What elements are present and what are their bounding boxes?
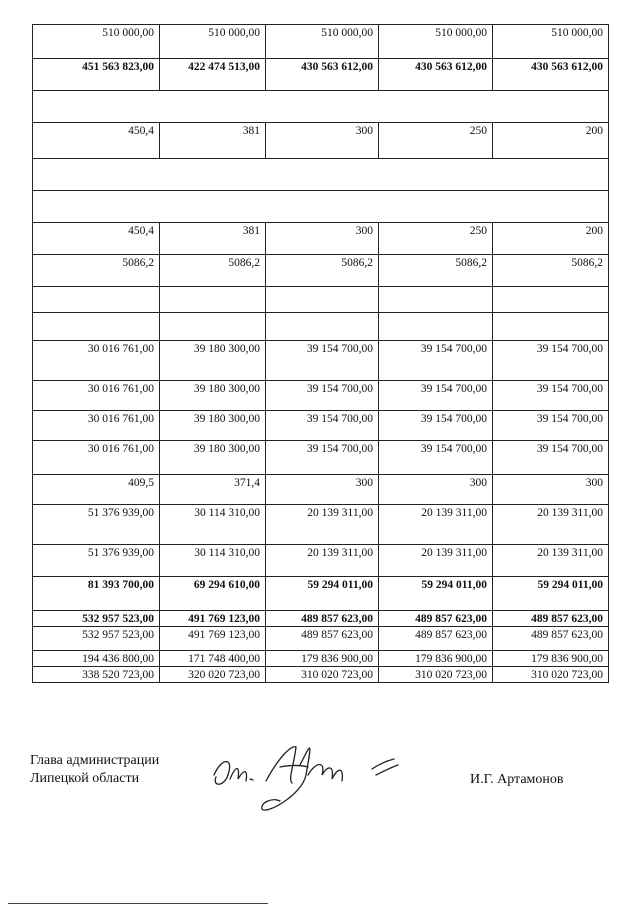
table-row: [33, 91, 609, 123]
table-cell: 338 520 723,00: [33, 667, 160, 683]
table-cell: 39 154 700,00: [266, 381, 379, 411]
handwritten-signature: [200, 735, 410, 825]
table-cell: 422 474 513,00: [160, 59, 266, 91]
table-cell: [33, 287, 160, 313]
table-cell: 39 154 700,00: [379, 441, 493, 475]
table-cell: 39 154 700,00: [493, 341, 609, 381]
table-cell: 20 139 311,00: [493, 505, 609, 545]
table-cell: 39 180 300,00: [160, 411, 266, 441]
table-cell: 30 114 310,00: [160, 545, 266, 577]
table-cell: [160, 313, 266, 341]
table-cell: 51 376 939,00: [33, 545, 160, 577]
table-cell: 30 016 761,00: [33, 381, 160, 411]
table-cell: 51 376 939,00: [33, 505, 160, 545]
table-row: [33, 341, 609, 381]
table-cell: 5086,2: [160, 255, 266, 287]
table-cell: [493, 313, 609, 341]
table-cell: 250: [379, 123, 493, 159]
page-divider: [8, 903, 268, 904]
signatory-title: [30, 752, 159, 788]
table-cell: 300: [379, 475, 493, 505]
table-cell: 39 154 700,00: [493, 441, 609, 475]
table-cell: 39 154 700,00: [379, 341, 493, 381]
merged-cell: [33, 91, 609, 123]
table-cell: 300: [266, 223, 379, 255]
table-cell: 510 000,00: [379, 25, 493, 59]
table-cell: 39 154 700,00: [266, 441, 379, 475]
table-cell: 532 957 523,00: [33, 627, 160, 651]
table-cell: 489 857 623,00: [266, 611, 379, 627]
table-cell: 30 016 761,00: [33, 341, 160, 381]
table-cell: 39 154 700,00: [379, 411, 493, 441]
table-row: [33, 441, 609, 475]
table-cell: 300: [266, 123, 379, 159]
table-cell: [160, 287, 266, 313]
table-cell: 450,4: [33, 123, 160, 159]
table-cell: 59 294 011,00: [266, 577, 379, 611]
table-row: [33, 411, 609, 441]
table-cell: 20 139 311,00: [266, 505, 379, 545]
table-row: [33, 545, 609, 577]
table-cell: 81 393 700,00: [33, 577, 160, 611]
signatory-title-line1: Глава администрации: [30, 753, 160, 768]
table-cell: 450,4: [33, 223, 160, 255]
table-row: [33, 223, 609, 255]
table-cell: 451 563 823,00: [33, 59, 160, 91]
table-row: [33, 59, 609, 91]
table-cell: [379, 287, 493, 313]
table-cell: 489 857 623,00: [379, 611, 493, 627]
table-cell: 489 857 623,00: [493, 627, 609, 651]
table-cell: 300: [493, 475, 609, 505]
table-row: [33, 381, 609, 411]
signatory-name: И.Г. Артамонов: [470, 772, 564, 787]
table-cell: 510 000,00: [160, 25, 266, 59]
table-cell: [379, 313, 493, 341]
table-cell: [33, 313, 160, 341]
table-cell: 20 139 311,00: [379, 545, 493, 577]
table-cell: 250: [379, 223, 493, 255]
table-cell: 39 180 300,00: [160, 341, 266, 381]
table-body: [33, 25, 609, 683]
table-row: [33, 611, 609, 627]
table-cell: 171 748 400,00: [160, 651, 266, 667]
table-row: [33, 159, 609, 191]
table-cell: 39 154 700,00: [379, 381, 493, 411]
merged-cell: [33, 159, 609, 191]
table-cell: 39 180 300,00: [160, 441, 266, 475]
table-cell: 30 114 310,00: [160, 505, 266, 545]
signatory-title-line2: Липецкой области: [30, 771, 140, 786]
table-cell: 510 000,00: [266, 25, 379, 59]
table-row: [33, 475, 609, 505]
table-row: [33, 25, 609, 59]
table-cell: 310 020 723,00: [493, 667, 609, 683]
table-cell: 320 020 723,00: [160, 667, 266, 683]
table-cell: 20 139 311,00: [379, 505, 493, 545]
table-cell: 430 563 612,00: [493, 59, 609, 91]
table-cell: 200: [493, 123, 609, 159]
table-cell: 5086,2: [33, 255, 160, 287]
table-cell: 39 154 700,00: [266, 341, 379, 381]
table-cell: 30 016 761,00: [33, 411, 160, 441]
budget-table: [32, 24, 609, 683]
table-cell: 69 294 610,00: [160, 577, 266, 611]
merged-cell: [33, 191, 609, 223]
table-row: [33, 313, 609, 341]
table-cell: 430 563 612,00: [379, 59, 493, 91]
table-cell: 310 020 723,00: [379, 667, 493, 683]
table-cell: 489 857 623,00: [379, 627, 493, 651]
table-cell: 5086,2: [379, 255, 493, 287]
table-cell: 39 154 700,00: [493, 411, 609, 441]
table-cell: 39 154 700,00: [266, 411, 379, 441]
table-cell: [266, 313, 379, 341]
table-cell: 409,5: [33, 475, 160, 505]
table-cell: 39 154 700,00: [493, 381, 609, 411]
table-cell: 39 180 300,00: [160, 381, 266, 411]
table-cell: 5086,2: [493, 255, 609, 287]
table-cell: 200: [493, 223, 609, 255]
table-row: [33, 651, 609, 667]
table-cell: 179 836 900,00: [379, 651, 493, 667]
table-cell: 179 836 900,00: [266, 651, 379, 667]
table-cell: 300: [266, 475, 379, 505]
table-cell: 510 000,00: [33, 25, 160, 59]
table-cell: 20 139 311,00: [266, 545, 379, 577]
table-cell: 489 857 623,00: [266, 627, 379, 651]
table-cell: 381: [160, 223, 266, 255]
table-cell: 59 294 011,00: [379, 577, 493, 611]
table-cell: 179 836 900,00: [493, 651, 609, 667]
table-cell: 5086,2: [266, 255, 379, 287]
table-cell: 381: [160, 123, 266, 159]
table-cell: 20 139 311,00: [493, 545, 609, 577]
table-cell: 371,4: [160, 475, 266, 505]
table-cell: 491 769 123,00: [160, 611, 266, 627]
table-row: [33, 505, 609, 545]
table-cell: [493, 287, 609, 313]
table-row: [33, 627, 609, 651]
table-cell: 491 769 123,00: [160, 627, 266, 651]
table-cell: 59 294 011,00: [493, 577, 609, 611]
table-row: [33, 667, 609, 683]
table-row: [33, 191, 609, 223]
table-cell: 310 020 723,00: [266, 667, 379, 683]
table-cell: 194 436 800,00: [33, 651, 160, 667]
table-row: [33, 123, 609, 159]
table-cell: 489 857 623,00: [493, 611, 609, 627]
table-cell: 30 016 761,00: [33, 441, 160, 475]
table-row: [33, 255, 609, 287]
table-row: [33, 287, 609, 313]
table-cell: 510 000,00: [493, 25, 609, 59]
table-cell: 532 957 523,00: [33, 611, 160, 627]
table-cell: [266, 287, 379, 313]
table-cell: 430 563 612,00: [266, 59, 379, 91]
table-row: [33, 577, 609, 611]
